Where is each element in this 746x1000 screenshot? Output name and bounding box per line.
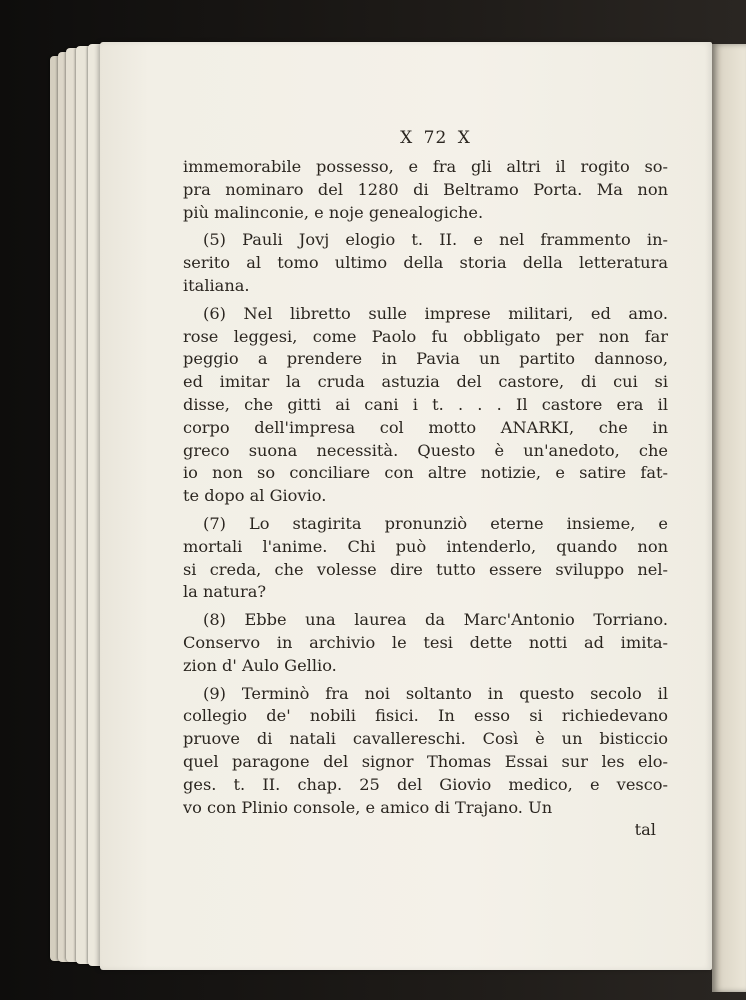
text-line: mortali l'anime. Chi può intenderlo, quando non <box>183 536 668 556</box>
text-line: rose leggesi, come Paolo fu obbligato per non far <box>183 326 668 346</box>
text-line: quel paragone del signor Thomas Essai sur les elo- <box>183 751 668 771</box>
text-line: più malinconie, e noje genealogiche. <box>183 202 484 222</box>
text-line: vo con Plinio console, e amico di Trajano. Un <box>183 797 553 817</box>
paragraph-intro <box>183 156 668 224</box>
paragraph-note-5 <box>183 229 668 297</box>
facing-page-edge <box>712 44 746 992</box>
text-line: collegio de' nobili fisici. In esso si richiedevano <box>183 706 668 726</box>
text-line: io non so conciliare con altre notizie, e satire fat- <box>183 463 668 483</box>
text-line: corpo dell'impresa col motto ANARKI, che in <box>183 417 668 437</box>
text-line: (8) Ebbe una laurea da Marc'Antonio Torriano. <box>203 610 668 630</box>
page-number: 72 <box>423 128 448 148</box>
text-line: si creda, che volesse dire tutto essere sviluppo nel- <box>183 559 668 579</box>
header-ornament-right: X <box>457 128 471 148</box>
paragraph-note-6 <box>183 303 668 508</box>
text-line: (7) Lo stagirita pronunziò eterne insieme, e <box>203 513 668 533</box>
text-line: ges. t. II. chap. 25 del Giovio medico, e vesco- <box>183 774 668 794</box>
header-ornament-left: X <box>400 128 414 148</box>
text-line: zion d' Aulo Gellio. <box>183 655 337 675</box>
text-line: ed imitar la cruda astuzia del castore, di cui si <box>183 372 668 392</box>
text-line: peggio a prendere in Pavia un partito dannoso, <box>183 349 668 369</box>
text-line: pra nominaro del 1280 di Beltramo Porta. Ma non <box>183 179 668 199</box>
paragraph-note-9 <box>183 683 668 820</box>
text-line: immemorabile possesso, e fra gli altri il rogito so- <box>183 157 668 176</box>
text-line: (5) Pauli Jovj elogio t. II. e nel frammento in- <box>203 230 668 250</box>
text-line: (9) Terminò fra noi soltanto in questo secolo il <box>203 683 668 703</box>
footnotes <box>183 156 668 819</box>
text-line: pruove di natali cavallereschi. Così è un bisticcio <box>183 729 668 749</box>
paragraph-note-7 <box>183 513 668 604</box>
page-header <box>183 128 668 156</box>
text-line: la natura? <box>183 582 267 602</box>
paragraph-note-8 <box>183 609 668 677</box>
text-line: disse, che gitti ai cani i t. . . . Il castore era il <box>183 394 668 414</box>
text-line: te dopo al Giovio. <box>183 486 327 506</box>
text-line: italiana. <box>183 275 250 295</box>
text-line: serito al tomo ultimo della storia della letteratura <box>183 253 668 273</box>
page-text <box>183 128 668 842</box>
text-line: Conservo in archivio le tesi dette notti ad imita- <box>183 632 668 652</box>
catchword: tal <box>634 820 656 840</box>
text-line: (6) Nel libretto sulle imprese militari, ed amo. <box>203 303 668 323</box>
text-line: greco suona necessità. Questo è un'anedoto, che <box>183 440 668 460</box>
